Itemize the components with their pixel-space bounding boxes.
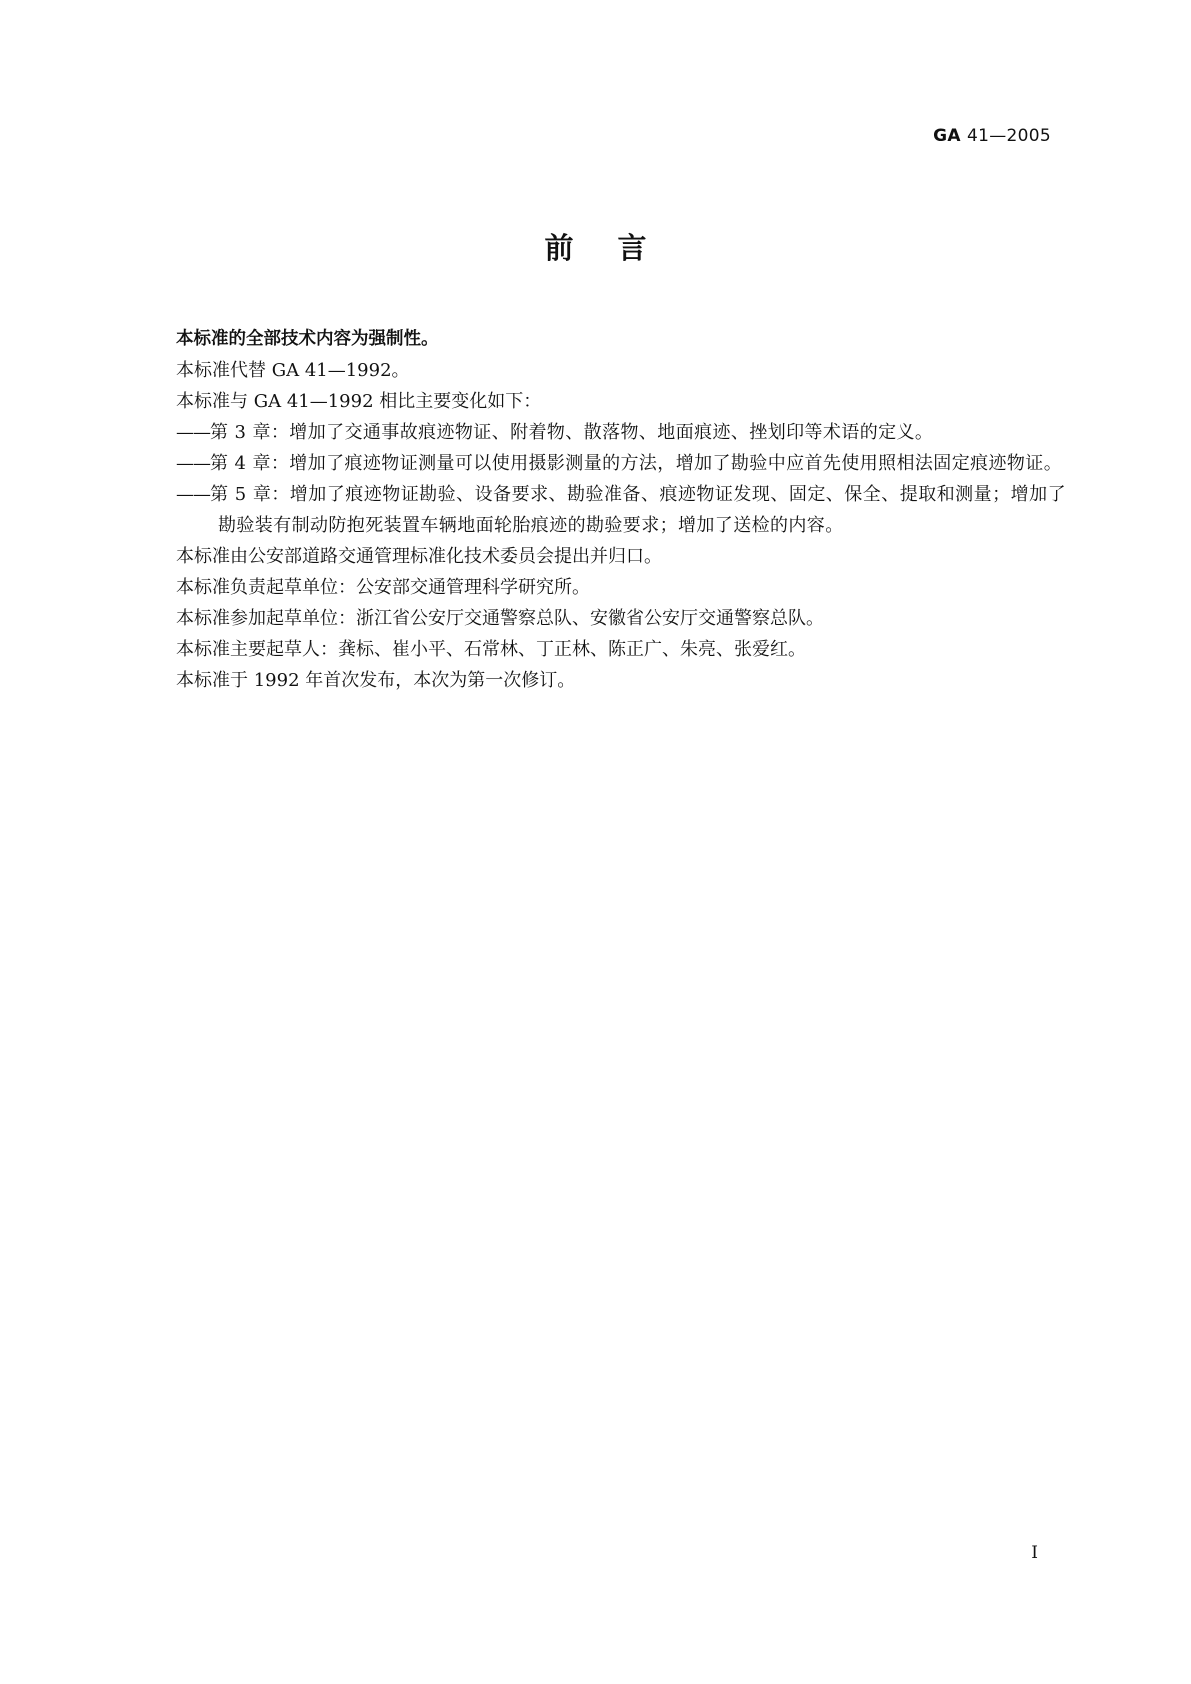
- change-dash: ——: [176, 422, 210, 443]
- main-drafters-statement: 本标准主要起草人：龚标、崔小平、石常林、丁正林、陈正广、朱亮、张爱红。: [176, 639, 806, 660]
- page-number: I: [1031, 1543, 1038, 1563]
- proposer-statement: 本标准由公安部道路交通管理标准化技术委员会提出并归口。: [176, 546, 662, 567]
- change-item: [176, 479, 1066, 541]
- document-code-prefix: GA: [933, 126, 961, 146]
- participating-drafters-statement: 本标准参加起草单位：浙江省公安厅交通警察总队、安徽省公安厅交通警察总队。: [176, 608, 824, 629]
- lead-drafter-statement: 本标准负责起草单位：公安部交通管理科学研究所。: [176, 577, 590, 598]
- change-text: 第 5 章：增加了痕迹物证勘验、设备要求、勘验准备、痕迹物证发现、固定、保全、提取和测量；增加了勘验装有制动防抱死装置车辆地面轮胎痕迹的勘验要求；增加了送检的内容。: [210, 484, 1066, 536]
- change-item: [176, 448, 1066, 479]
- change-dash: ——: [176, 484, 210, 505]
- changes-intro: 本标准与 GA 41—1992 相比主要变化如下：: [176, 391, 542, 412]
- mandatory-statement: 本标准的全部技术内容为强制性。: [176, 329, 439, 349]
- document-code-number: 41—2005: [967, 126, 1051, 146]
- revision-history-statement: 本标准于 1992 年首次发布，本次为第一次修订。: [176, 670, 576, 691]
- document-code: [933, 126, 1051, 146]
- foreword-body: [176, 324, 1066, 696]
- replaces-statement: 本标准代替 GA 41—1992。: [176, 360, 410, 381]
- change-dash: ——: [176, 453, 210, 474]
- page-title: 前言: [544, 231, 691, 265]
- change-text: 第 3 章：增加了交通事故痕迹物证、附着物、散落物、地面痕迹、挫划印等术语的定义。: [210, 422, 934, 443]
- change-text: 第 4 章：增加了痕迹物证测量可以使用摄影测量的方法，增加了勘验中应首先使用照相法固定痕迹物证。: [210, 453, 1063, 474]
- change-item: [176, 417, 1066, 448]
